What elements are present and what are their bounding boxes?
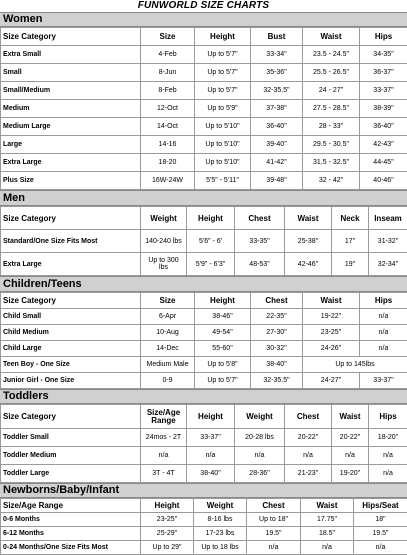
children-table <box>0 292 407 389</box>
col-waist: Waist <box>332 405 369 429</box>
cell: Up to 300 lbs <box>141 253 187 276</box>
col-weight: Weight <box>141 207 187 230</box>
table-row <box>1 309 407 325</box>
cell: 3T - 4T <box>141 465 187 483</box>
col-chest: Chest <box>235 207 285 230</box>
cell: 31.5 - 32.5" <box>303 154 360 172</box>
cell: 14-16 <box>141 136 195 154</box>
cell: Up to 5'7" <box>195 64 251 82</box>
cell: 24-27" <box>303 373 360 389</box>
cell: 31-32" <box>369 230 407 253</box>
col-waist: Waist <box>303 293 360 309</box>
children-section <box>0 276 407 389</box>
cell: Up to 145lbs <box>303 357 407 373</box>
cell: 14-Oct <box>141 118 195 136</box>
cell: 38-40" <box>251 357 303 373</box>
table-row <box>1 253 407 276</box>
cell: 25.5 - 26.5" <box>303 64 360 82</box>
cell: 29.5 - 30.5" <box>303 136 360 154</box>
col-height: Height <box>195 293 251 309</box>
men-header-row <box>1 207 407 230</box>
col-size-age-range: Size/Age Range <box>141 405 187 429</box>
col-hips: Hips <box>369 405 407 429</box>
table-row <box>1 136 407 154</box>
cell: 34-35" <box>360 46 407 64</box>
cell: 20-22" <box>332 429 369 447</box>
cell: 24-26" <box>303 341 360 357</box>
cell: Up to 5'8" <box>195 357 251 373</box>
cell: n/a <box>141 447 187 465</box>
cell: 4-Feb <box>141 46 195 64</box>
cell: 14-Dec <box>141 341 195 357</box>
cell: Standard/One Size Fits Most <box>1 230 141 253</box>
cell: 8-Jun <box>141 64 195 82</box>
cell: Extra Large <box>1 253 141 276</box>
cell: 41-42" <box>251 154 303 172</box>
cell: 33-37" <box>187 429 235 447</box>
cell: Up to 5'10" <box>195 118 251 136</box>
cell: 10-Aug <box>141 325 195 341</box>
toddlers-table <box>0 404 407 483</box>
col-weight: Weight <box>235 405 285 429</box>
cell: 35-36" <box>251 64 303 82</box>
cell: Medium <box>1 100 141 118</box>
cell: 37-38" <box>251 100 303 118</box>
table-row <box>1 341 407 357</box>
cell: 18.5" <box>301 527 354 541</box>
cell: Up to 18" <box>247 513 301 527</box>
col-weight: Weight <box>194 499 247 513</box>
cell: 22-35" <box>251 309 303 325</box>
table-row <box>1 154 407 172</box>
cell: 28-36" <box>235 465 285 483</box>
cell: 20-22" <box>285 429 332 447</box>
infant-header: Newborns/Baby/Infant <box>0 483 407 498</box>
cell: Extra Large <box>1 154 141 172</box>
table-row <box>1 230 407 253</box>
col-size-category: Size Category <box>1 28 141 46</box>
col-waist: Waist <box>301 499 354 513</box>
men-table <box>0 206 407 276</box>
cell: Toddler Small <box>1 429 141 447</box>
cell: 18-20 <box>141 154 195 172</box>
men-section <box>0 190 407 276</box>
table-row <box>1 82 407 100</box>
cell: 16W-24W <box>141 172 195 190</box>
table-row <box>1 429 407 447</box>
table-row <box>1 513 407 527</box>
cell: Up to 5'10" <box>195 136 251 154</box>
cell: n/a <box>187 447 235 465</box>
cell: 20-28 lbs <box>235 429 285 447</box>
children-header: Children/Teens <box>0 276 407 292</box>
cell: Child Small <box>1 309 141 325</box>
col-height: Height <box>141 499 194 513</box>
cell: 24mos - 2T <box>141 429 187 447</box>
cell: 23.5 - 24.5" <box>303 46 360 64</box>
cell: n/a <box>301 541 354 555</box>
cell: Toddler Medium <box>1 447 141 465</box>
table-row <box>1 46 407 64</box>
col-size-category: Size Category <box>1 405 141 429</box>
col-size-age-range: Size/Age Range <box>1 499 141 513</box>
col-hips: Hips <box>360 28 407 46</box>
cell: 32 - 42" <box>303 172 360 190</box>
table-row <box>1 118 407 136</box>
cell: 17.75" <box>301 513 354 527</box>
infant-header-row <box>1 499 407 513</box>
cell: 6-12 Months <box>1 527 141 541</box>
infant-table <box>0 498 407 555</box>
cell: 27-30" <box>251 325 303 341</box>
cell: Medium Large <box>1 118 141 136</box>
cell: 32-35.5" <box>251 82 303 100</box>
col-hips-seat: Hips/Seat <box>354 499 407 513</box>
cell: Teen Boy - One Size <box>1 357 141 373</box>
cell: 39-48" <box>251 172 303 190</box>
cell: 12-Oct <box>141 100 195 118</box>
cell: n/a <box>360 309 407 325</box>
cell: n/a <box>247 541 301 555</box>
cell: 18-20" <box>369 429 407 447</box>
cell: 28 - 33" <box>303 118 360 136</box>
cell: 5'5" - 5'11" <box>195 172 251 190</box>
cell: 0-6 Months <box>1 513 141 527</box>
cell: 36-40" <box>251 118 303 136</box>
col-size: Size <box>141 293 195 309</box>
col-waist: Waist <box>303 28 360 46</box>
table-row <box>1 357 407 373</box>
col-inseam: Inseam <box>369 207 407 230</box>
col-size: Size <box>141 28 195 46</box>
cell: 5'9" - 6'3" <box>187 253 235 276</box>
cell: 55-60" <box>195 341 251 357</box>
col-height: Height <box>195 28 251 46</box>
cell: 42-46" <box>285 253 332 276</box>
children-header-row <box>1 293 407 309</box>
cell: 17-23 lbs <box>194 527 247 541</box>
cell: 33-37" <box>360 82 407 100</box>
table-row <box>1 465 407 483</box>
cell: 25-38" <box>285 230 332 253</box>
cell: 32-35.5" <box>251 373 303 389</box>
col-hips: Hips <box>360 293 407 309</box>
cell: Small/Medium <box>1 82 141 100</box>
cell: 33-35" <box>235 230 285 253</box>
cell: 6-Apr <box>141 309 195 325</box>
table-row <box>1 172 407 190</box>
cell: 25-29" <box>141 527 194 541</box>
cell: 8-16 lbs <box>194 513 247 527</box>
cell: Up to 5'7" <box>195 82 251 100</box>
cell: 30-32" <box>251 341 303 357</box>
cell: Small <box>1 64 141 82</box>
cell: n/a <box>235 447 285 465</box>
cell: 19" <box>332 253 369 276</box>
cell: Up to 5'10" <box>195 154 251 172</box>
cell: n/a <box>285 447 332 465</box>
table-row <box>1 541 407 555</box>
cell: 23-25" <box>141 513 194 527</box>
women-section <box>0 12 407 190</box>
cell: Up to 18 lbs <box>194 541 247 555</box>
cell: 38-40" <box>187 465 235 483</box>
col-height: Height <box>187 207 235 230</box>
cell: n/a <box>369 447 407 465</box>
women-table <box>0 27 407 190</box>
cell: 19-20" <box>332 465 369 483</box>
cell: Up to 5'7" <box>195 46 251 64</box>
cell: 5'6" - 6' <box>187 230 235 253</box>
cell: Up to 29" <box>141 541 194 555</box>
cell: 17" <box>332 230 369 253</box>
table-row <box>1 373 407 389</box>
col-size-category: Size Category <box>1 293 141 309</box>
page-title: FUNWORLD SIZE CHARTS <box>0 0 407 12</box>
cell: Large <box>1 136 141 154</box>
cell: n/a <box>360 325 407 341</box>
table-row <box>1 100 407 118</box>
cell: 33-37" <box>360 373 407 389</box>
col-bust: Bust <box>251 28 303 46</box>
cell: 140-240 lbs <box>141 230 187 253</box>
cell: n/a <box>354 541 407 555</box>
col-chest: Chest <box>285 405 332 429</box>
women-header-row <box>1 28 407 46</box>
cell: 0-24 Months/One Size Fits Most <box>1 541 141 555</box>
cell: Up to 5'7" <box>195 373 251 389</box>
cell: 39-40" <box>251 136 303 154</box>
cell: Junior Girl - One Size <box>1 373 141 389</box>
women-header: Women <box>0 12 407 27</box>
cell: 23-25" <box>303 325 360 341</box>
cell: Up to 5'9" <box>195 100 251 118</box>
cell: 19.5" <box>247 527 301 541</box>
cell: 36-40" <box>360 118 407 136</box>
cell: 42-43" <box>360 136 407 154</box>
cell: 32-34" <box>369 253 407 276</box>
toddlers-header-row <box>1 405 407 429</box>
cell: n/a <box>360 341 407 357</box>
table-row <box>1 447 407 465</box>
col-chest: Chest <box>247 499 301 513</box>
table-row <box>1 64 407 82</box>
cell: Toddler Large <box>1 465 141 483</box>
cell: 36-37" <box>360 64 407 82</box>
cell: Plus Size <box>1 172 141 190</box>
cell: 44-45" <box>360 154 407 172</box>
men-header: Men <box>0 190 407 206</box>
cell: 8-Feb <box>141 82 195 100</box>
col-chest: Chest <box>251 293 303 309</box>
col-neck: Neck <box>332 207 369 230</box>
toddlers-section <box>0 389 407 483</box>
col-waist: Waist <box>285 207 332 230</box>
cell: 49-54" <box>195 325 251 341</box>
toddlers-header: Toddlers <box>0 389 407 404</box>
table-row <box>1 527 407 541</box>
cell: 33-34" <box>251 46 303 64</box>
cell: 40-46" <box>360 172 407 190</box>
col-height: Height <box>187 405 235 429</box>
cell: 21-23" <box>285 465 332 483</box>
infant-section <box>0 483 407 555</box>
cell: 18" <box>354 513 407 527</box>
cell: Child Large <box>1 341 141 357</box>
cell: Medium Male <box>141 357 195 373</box>
cell: Extra Small <box>1 46 141 64</box>
cell: 0-9 <box>141 373 195 389</box>
cell: 19.5" <box>354 527 407 541</box>
col-size-category: Size Category <box>1 207 141 230</box>
table-row <box>1 325 407 341</box>
cell: 24 - 27" <box>303 82 360 100</box>
cell: 27.5 - 28.5" <box>303 100 360 118</box>
cell: 38-39" <box>360 100 407 118</box>
cell: 19-22" <box>303 309 360 325</box>
cell: n/a <box>369 465 407 483</box>
cell: 38-46" <box>195 309 251 325</box>
cell: 48-53" <box>235 253 285 276</box>
cell: n/a <box>332 447 369 465</box>
cell: Child Medium <box>1 325 141 341</box>
